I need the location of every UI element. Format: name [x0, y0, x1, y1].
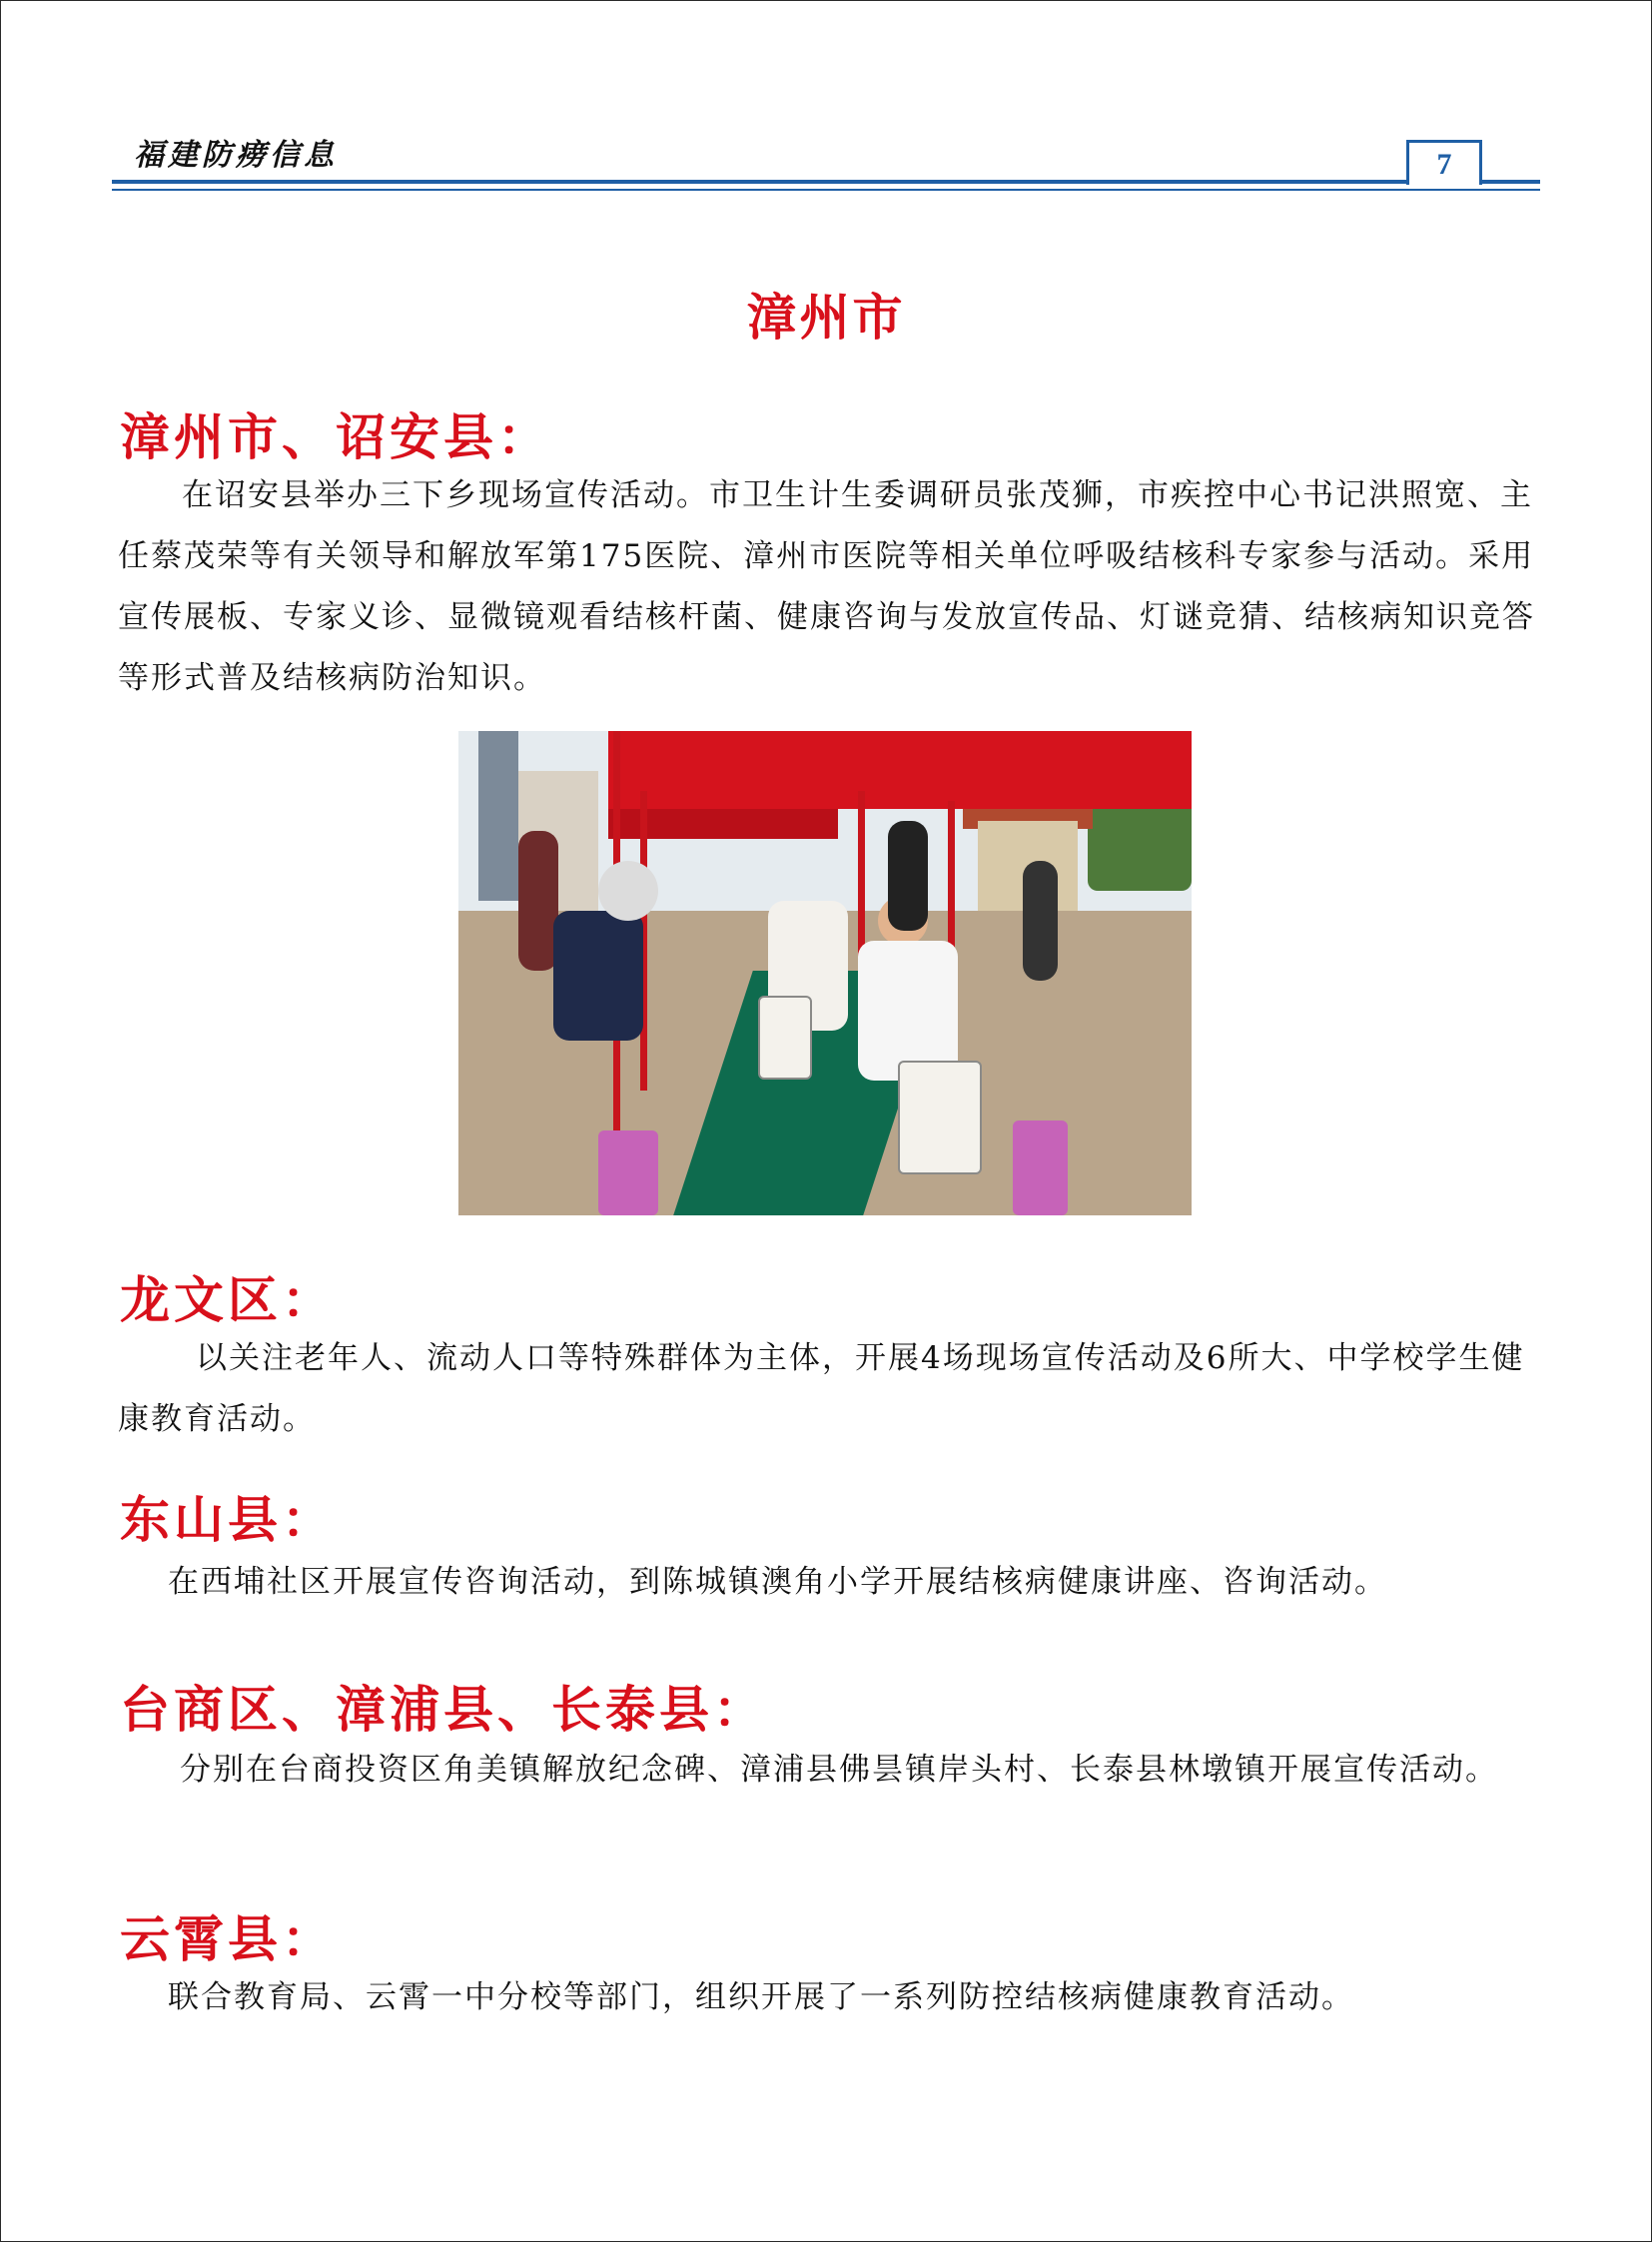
section-body-longwen: 以关注老年人、流动人口等特殊群体为主体，开展4场现场宣传活动及6所大、中学校学生健康教育活动。: [118, 1340, 1525, 1437]
city-title: 漳州市: [746, 288, 906, 347]
page-number: 7: [1406, 140, 1482, 185]
section-title-zhaoan: 漳州市、诏安县：: [120, 407, 551, 466]
section-body-dongshan: 在西埔社区开展宣传咨询活动，到陈城镇澳角小学开展结核病健康讲座、咨询活动。: [168, 1564, 1387, 1600]
publication-title: 福建防痨信息: [134, 138, 338, 173]
header-rule-thin: [112, 189, 1540, 191]
section-title-longwen: 龙文区：: [120, 1270, 336, 1329]
event-photo: [458, 731, 1192, 1215]
section-body-taishang: 分别在台商投资区角美镇解放纪念碑、漳浦县佛昙镇岸头村、长泰县林墩镇开展宣传活动。: [180, 1752, 1498, 1788]
section-title-yunxiao: 云霄县：: [120, 1909, 336, 1968]
section-title-taishang: 台商区、漳浦县、长泰县：: [120, 1680, 767, 1739]
section-title-dongshan: 东山县：: [120, 1490, 336, 1549]
section-body-yunxiao: 联合教育局、云霄一中分校等部门，组织开展了一系列防控结核病健康教育活动。: [168, 1979, 1354, 2015]
header-rule: [112, 180, 1540, 184]
section-body-zhaoan: 在诏安县举办三下乡现场宣传活动。市卫生计生委调研员张茂狮，市疾控中心书记洪照宽、主任蔡茂荣等有关领导和解放军第175医院、漳州市医院等相关单位呼吸结核科专家参与活动。采用宣传展板、专家义诊、显微镜观看结核杆菌、健康咨询与发放宣传品、灯谜竞猜、结核病知识竞答等形式普及结核病防治知识。: [118, 477, 1535, 696]
